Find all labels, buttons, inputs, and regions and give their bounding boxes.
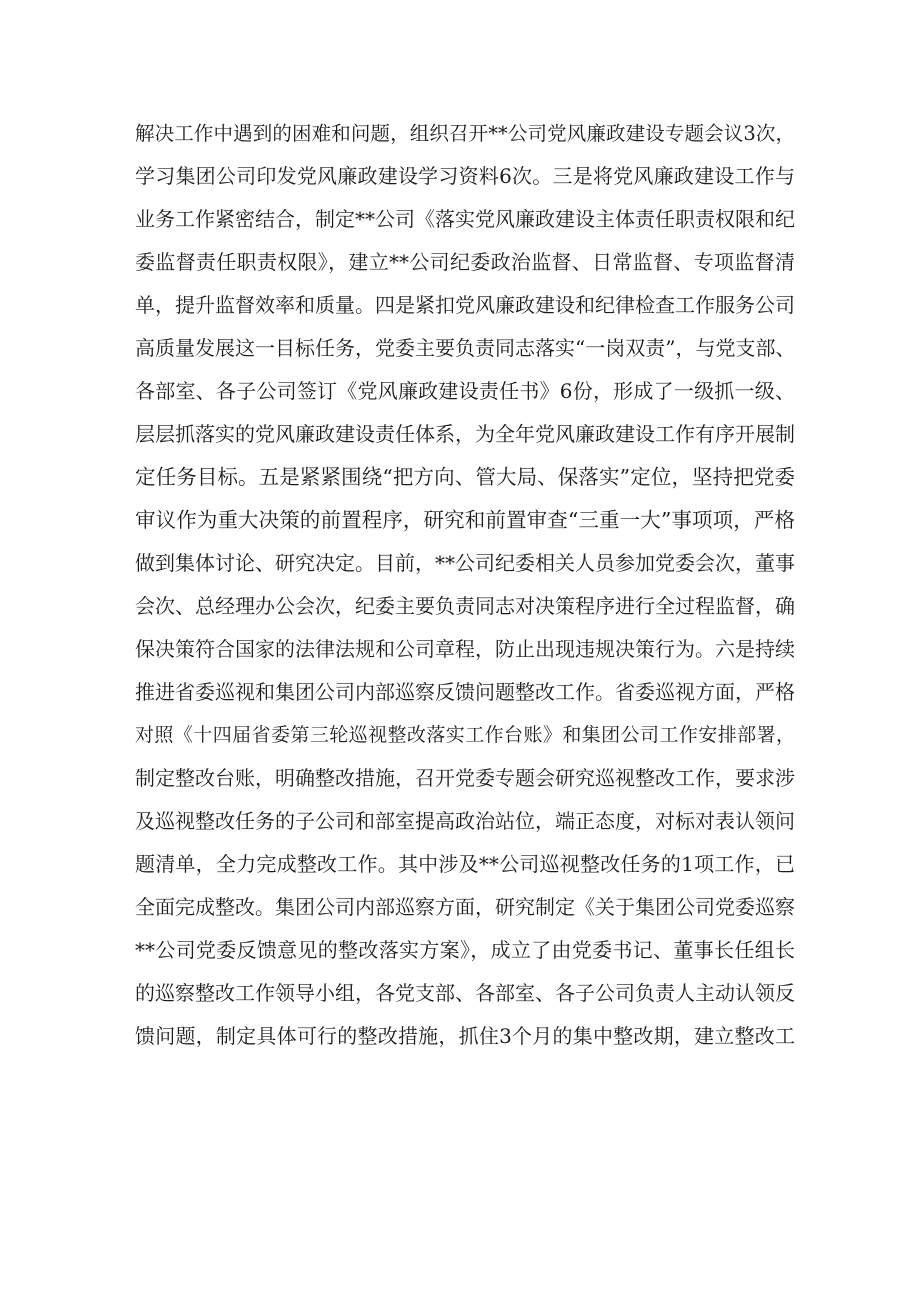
text-line: 学习集团公司印发党风廉政建设学习资料6次。三是将党风廉政建设工作与 (135, 164, 795, 188)
text-line: 层层抓落实的党风廉政建设责任体系，为全年党风廉政建设工作有序开展制 (135, 422, 795, 446)
text-line: 对照《十四届省委第三轮巡视整改落实工作台账》和集团公司工作安排部署， (135, 724, 795, 746)
text-line: 制定整改台账，明确整改措施，召开党委专题会研究巡视整改工作，要求涉 (135, 766, 795, 790)
text-line: 全面完成整改。集团公司内部巡察方面，研究制定《关于集团公司党委巡察 (135, 895, 795, 919)
text-line: 解决工作中遇到的困难和问题，组织召开**公司党风廉政建设专题会议3次， (135, 122, 795, 145)
text-line: 题清单，全力完成整改工作。其中涉及**公司巡视整改任务的1项工作，已 (135, 852, 795, 876)
text-line: **公司党委反馈意见的整改落实方案》，成立了由党委书记、董事长任组长 (135, 938, 795, 962)
text-line: 业务工作紧密结合，制定**公司《落实党风廉政建设主体责任职责权限和纪 (135, 207, 795, 231)
text-line: 会次、总经理办公会次，纪委主要负责同志对决策程序进行全过程监督，确 (135, 594, 795, 618)
text-line: 单，提升监督效率和质量。四是紧扣党风廉政建设和纪律检查工作服务公司 (135, 293, 795, 317)
text-line: 做到集体讨论、研究决定。目前，**公司纪委相关人员参加党委会次，董事 (135, 551, 795, 575)
text-line: 馈问题，制定具体可行的整改措施，抓住3个月的集中整改期，建立整改工 (135, 1024, 795, 1048)
body-text (135, 112, 795, 1058)
text-line: 保决策符合国家的法律法规和公司章程，防止出现违规决策行为。六是持续 (135, 637, 795, 661)
text-line: 各部室、各子公司签订《党风廉政建设责任书》6份，形成了一级抓一级、 (135, 379, 795, 403)
text-line: 高质量发展这一目标任务，党委主要负责同志落实“一岗双责”，与党支部、 (135, 336, 795, 360)
text-line: 及巡视整改任务的子公司和部室提高政治站位，端正态度，对标对表认领问 (135, 809, 795, 833)
text-line: 推进省委巡视和集团公司内部巡察反馈问题整改工作。省委巡视方面，严格 (135, 680, 795, 704)
text-line: 委监督责任职责权限》，建立**公司纪委政治监督、日常监督、专项监督清 (135, 250, 795, 274)
text-line: 审议作为重大决策的前置程序，研究和前置审查“三重一大”事项项，严格 (135, 508, 795, 532)
text-line: 的巡察整改工作领导小组，各党支部、各部室、各子公司负责人主动认领反 (135, 981, 795, 1005)
text-line: 定任务目标。五是紧紧围绕“把方向、管大局、保落实”定位，坚持把党委 (135, 465, 795, 489)
